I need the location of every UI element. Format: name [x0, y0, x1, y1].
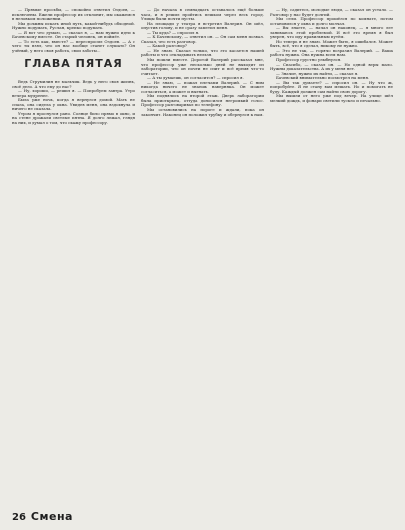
- paragraph: — Не знаю, — пожал плечами Валерий. — С ним никогда ничего не знаешь наверняка. Он может согласиться, а может и выгнать.: [141, 79, 264, 94]
- paragraph: Мы пошли вместе. Дорогой Валерий рассказал мне, что профессор уже несколько дней не выходит из лаборатории, что он почти не спит и всё время что-то считает.: [141, 57, 264, 76]
- column-2-text: [141, 8, 264, 117]
- paragraph: — Вы так думаете? — спросил он. — Ну что ж, попробуйте. Я не стану вам мешать. Но и помогать не буду. Каждый должен сам найти свою дорогу.: [270, 79, 393, 94]
- page-footer: [12, 510, 73, 526]
- paragraph: Профессор грустно улыбнулся.: [276, 57, 342, 63]
- paragraph: Мы поднялись на второй этаж. Дверь лаборатории была приоткрыта, оттуда доносился негромкий голос. Профессор разговаривал по телефону.: [141, 93, 264, 108]
- paragraph: — Спасибо, — сказал он. — Но одной веры мало. Нужны доказательства. А их у меня нет.: [270, 61, 393, 72]
- magazine-title: Смена: [30, 510, 73, 523]
- paragraph: — К Бачевскому, — ответил он. — Он сам меня позвал. Сказал, что есть разговор.: [141, 34, 264, 44]
- column-1-text-after: [12, 80, 135, 125]
- column-1-text: [12, 8, 135, 53]
- paragraph: Но теперь я не знаю. Может быть, я ошибался. Может быть, всё, что я сделал, никому не нужно.: [270, 38, 393, 49]
- paragraph: — Это не так, — горячо возразил Валерий. — Ваша работа нужна. Она нужна всем нам.: [270, 47, 393, 58]
- chapter-heading: ГЛАВА ПЯТАЯ: [24, 57, 123, 71]
- paragraph: На площади у театра я встретил Валерия. Он шёл, опустив голову, и не сразу заметил меня.: [141, 20, 264, 31]
- paragraph: — Прямые просьбы, — спокойно ответил Оздоев, — исключены. Ежели профессор их отклонит, мы окажемся в неловком положении.: [12, 8, 135, 22]
- paragraph: — Ну, хорошо, — решил я. — Попробуем завтра. Утро вечера мудренее.: [12, 88, 135, 98]
- paragraph: Ведь Струмилин не мальчик. Ведь у него своя жизнь, своё дело. А что ему до нас?: [12, 79, 135, 89]
- chapter-heading-box: [12, 57, 135, 71]
- paragraph: — То есть как, вместе? — переспросил Оздоев. — А с чего ты взял, что он нас вообще станет слушать? Он учёный, у него своя работа, свои заботы...: [12, 38, 135, 53]
- paragraph: — Я вот что думаю, — сказал я, — нам нужно идти к Бачевскому вместе. Он старый человек, он поймёт.: [12, 29, 135, 40]
- paragraph: — Ты куда? — спросил я.: [147, 29, 200, 35]
- paragraph: Мы должны искать иной путь, какой-нибудь обходной. Нужно подумать, Руслан, крепко подумать.: [12, 20, 135, 31]
- paragraph: — Вы знаете, — начал он наконец, — я много лет занимаюсь этой проблемой. И всё это время я был уверен, что иду правильным путём.: [270, 25, 393, 40]
- paragraph: — До начала в семнадцать оставалось ещё больше часа, и я решил пройтись пешком через весь город. Улицы были почти пусты.: [141, 8, 264, 22]
- magazine-page: [12, 8, 393, 508]
- column-3-text: [270, 8, 393, 103]
- page-number: 26: [12, 512, 26, 523]
- column-1: [12, 8, 135, 508]
- paragraph: — Значит, нужно их найти, — сказал я.: [276, 70, 359, 76]
- paragraph: — Не знаю. Сказал только, что это касается нашей работы и что откладывать нельзя.: [141, 47, 264, 58]
- paragraph: Мы сели. Профессор прошёлся по комнате, потом остановился у окна и долго молчал.: [270, 16, 393, 26]
- paragraph: Бачевский внимательно посмотрел на меня.: [276, 75, 370, 81]
- paragraph: Мы вышли от него уже под вечер. На улице шёл мелкий дождь, и фонари светили тускло и печально.: [270, 93, 393, 103]
- paragraph: — Какой разговор?: [147, 43, 187, 49]
- paragraph: — А ты думаешь, он согласится? — спросил я.: [147, 75, 244, 81]
- column-2: [141, 8, 264, 508]
- paragraph: Утром я проснулся рано. Солнце било прямо в окно, и на стене дрожали светлые пятна. Я долго лежал, глядя на них, и думал о том, что скажу профессору.: [12, 110, 135, 125]
- paragraph: — Ну, садитесь, молодые люди, — сказал он устало. — Разговор у нас будет долгий.: [270, 8, 393, 17]
- text-columns: [12, 8, 393, 508]
- column-3: [270, 8, 393, 508]
- paragraph: Мы остановились на пороге и ждали, пока он закончит. Наконец он положил трубку и обернулся к нам.: [141, 107, 264, 117]
- paragraph: Была уже ночь, когда я вернулся домой. Мать не спала, она сидела у окна. Увидев меня, она вздохнула и ничего не сказала.: [12, 97, 135, 112]
